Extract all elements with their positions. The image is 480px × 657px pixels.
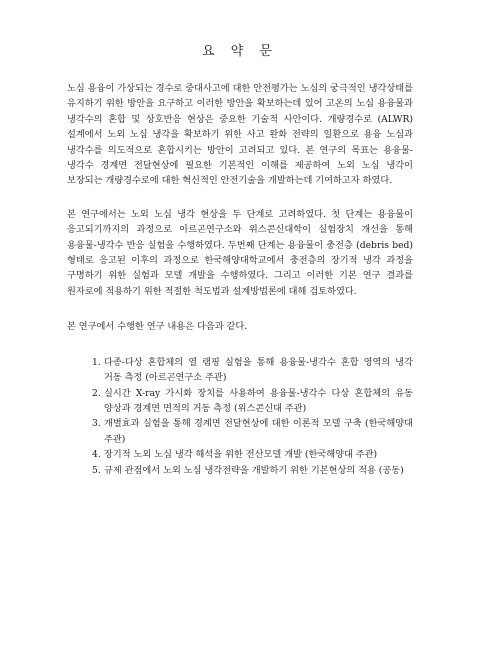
list-item-number: 3. [92,418,101,430]
list-item-text: 다종-다상 혼합체의 열 램핑 실험을 통해 용융물-냉각수 혼합 영역의 냉각 거동 측정 (아르곤연구소 주관) [104,356,413,384]
paragraph-approach: 본 연구에서는 노외 노심 냉각 현상을 두 단계로 고려하였다. 첫 단계는 용융물이 응고되기까지의 과정으로 아르곤연구소와 위스콘신대학이 실험장치 개선을 통해 용융물-냉각수 반응 실험을 수행하였다. 두번째 단계는 용융물이 충전층 (debris bed) 형태로 응고된 이후의 과정으로 한국해양대학교에서 충전층의 장기적 냉각 과정을 구명하기 위한 실험과 모델 개발을 수행하였다. 그리고 이러한 기본 연구 결과를 원자로에 적용하기 위한 적절한 척도법과 설계방법론에 대해 검토하였다. [67,208,413,297]
list-item-number: 5. [92,464,101,476]
list-item-text: 장기적 노외 노심 냉각 해석을 위한 전산모델 개발 (한국해양대 주관) [104,449,378,461]
list-item [92,463,413,478]
list-item [92,386,413,417]
list-item-number: 4. [92,449,101,461]
list-item-text: 실시간 X-ray 가시화 장치를 사용하여 용융물-냉각수 다상 혼합체의 유동 양상과 경계면 면적의 거동 측정 (위스콘신대 주관) [104,387,413,414]
list-intro: 본 연구에서 수행한 연구 내용은 다음과 같다. [67,321,248,333]
paragraph-background: 노심 용융이 가상되는 경수로 중대사고에 대한 안전평가는 노심의 궁극적인 냉각상태를 유지하기 위한 방안을 요구하고 이러한 방안을 확보하는데 있어 고온의 노심 용융물과 냉각수의 혼합 및 상호반응 현상은 중요한 기술적 사안이다. 개량경수로 (ALWR) 설계에서 노외 노심 냉각을 확보하기 위한 사고 완화 전략의 일환으로 용융 노심과 냉각수를 의도적으로 혼합시키는 방안이 고려되고 있다. 본 연구의 목표는 용융물-냉각수 경계면 전달현상에 필요한 기본적인 이해를 제공하여 노외 노심 냉각이 보장되는 개량경수로에 대한 혁신적인 안전기술을 개발하는데 기여하고자 하였다. [67,83,413,187]
page-title: 요 약 문 [202,44,278,59]
list-item [92,416,413,447]
list-item-number: 2. [92,387,101,399]
list-item [92,355,413,386]
list-item-text: 개별효과 실험을 통해 경계면 전달현상에 대한 이론적 모델 구축 (한국해양대 주관) [104,418,413,445]
list-item-number: 1. [92,356,101,368]
research-items-list [67,355,413,478]
list-item [92,447,413,462]
list-item-text: 규제 관점에서 노외 노심 냉각전략을 개발하기 위한 기본현상의 적용 (공동) [104,464,404,476]
